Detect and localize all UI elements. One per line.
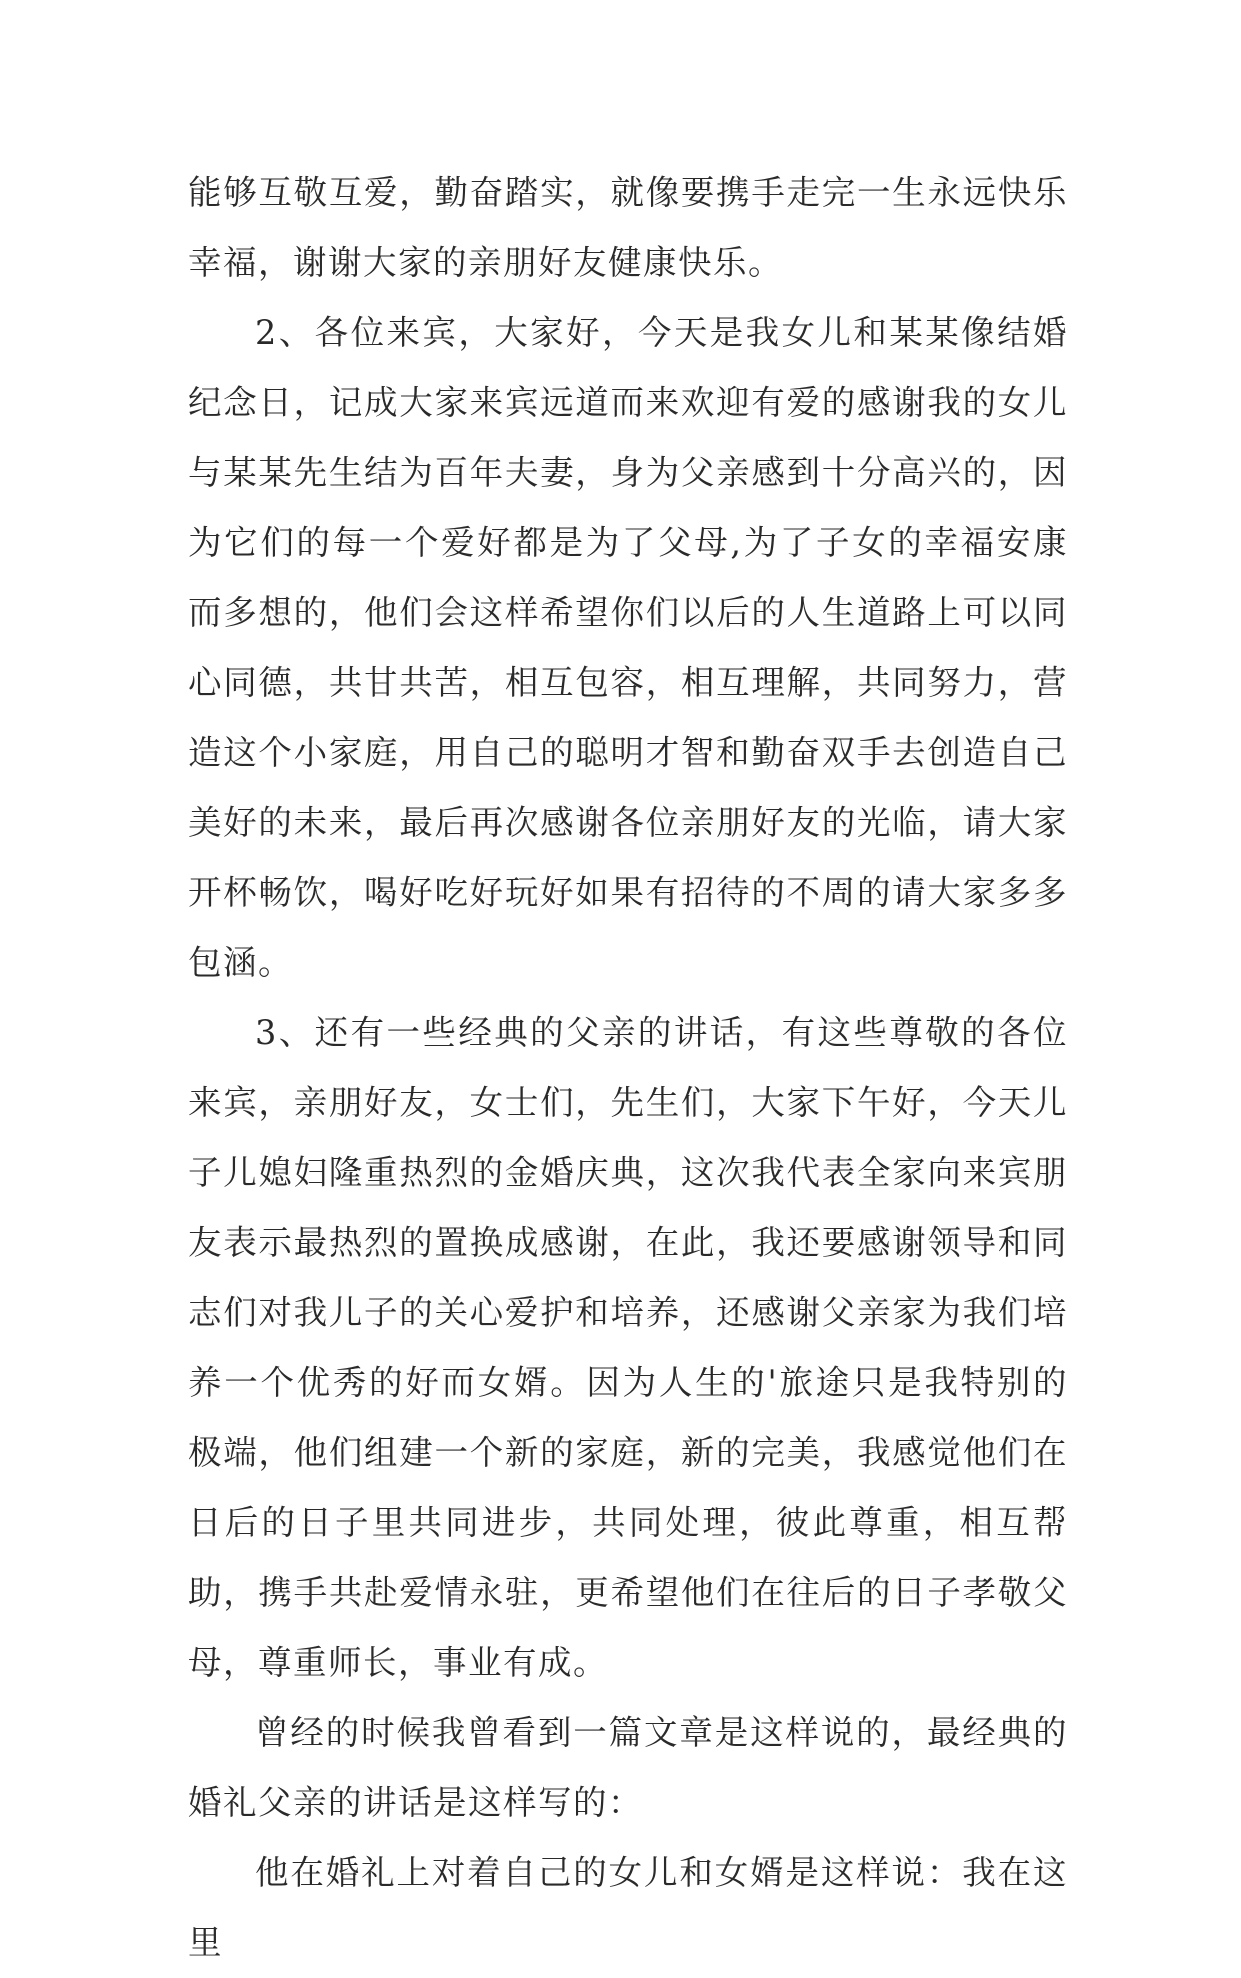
- paragraph-4: 曾经的时候我曾看到一篇文章是这样说的，最经典的婚礼父亲的讲话是这样写的：: [188, 1713, 1068, 1822]
- paragraph-5: 他在婚礼上对着自己的女儿和女婿是这样说：我在这里: [188, 1853, 1068, 1962]
- paragraph-2: 2、各位来宾，大家好，今天是我女儿和某某像结婚纪念日，记成大家来宾远道而来欢迎有爱的感谢我的女儿与某某先生结为百年夫妻，身为父亲感到十分高兴的，因为它们的每一个爱好都是为了父母,为了子女的幸福安康而多想的，他们会这样希望你们以后的人生道路上可以同心同德，共甘共苦，相互包容，相互理解，共同努力，营造这个小家庭，用自己的聪明才智和勤奋双手去创造自己美好的未来，最后再次感谢各位亲朋好友的光临，请大家开杯畅饮，喝好吃好玩好如果有招待的不周的请大家多多包涵。: [188, 313, 1068, 982]
- paragraph-3: 3、还有一些经典的父亲的讲话，有这些尊敬的各位来宾，亲朋好友，女士们，先生们，大家下午好，今天儿子儿媳妇隆重热烈的金婚庆典，这次我代表全家向来宾朋友表示最热烈的置换成感谢，在此，我还要感谢领导和同志们对我儿子的关心爱护和培养，还感谢父亲家为我们培养一个优秀的好而女婿。因为人生的'旅途只是我特别的极端，他们组建一个新的家庭，新的完美，我感觉他们在日后的日子里共同进步，共同处理，彼此尊重，相互帮助，携手共赴爱情永驻，更希望他们在往后的日子孝敬父母，尊重师长，事业有成。: [188, 1013, 1068, 1682]
- paragraph-1: 能够互敬互爱，勤奋踏实，就像要携手走完一生永远快乐幸福，谢谢大家的亲朋好友健康快乐。: [188, 173, 1068, 282]
- document-body: [188, 158, 1068, 1978]
